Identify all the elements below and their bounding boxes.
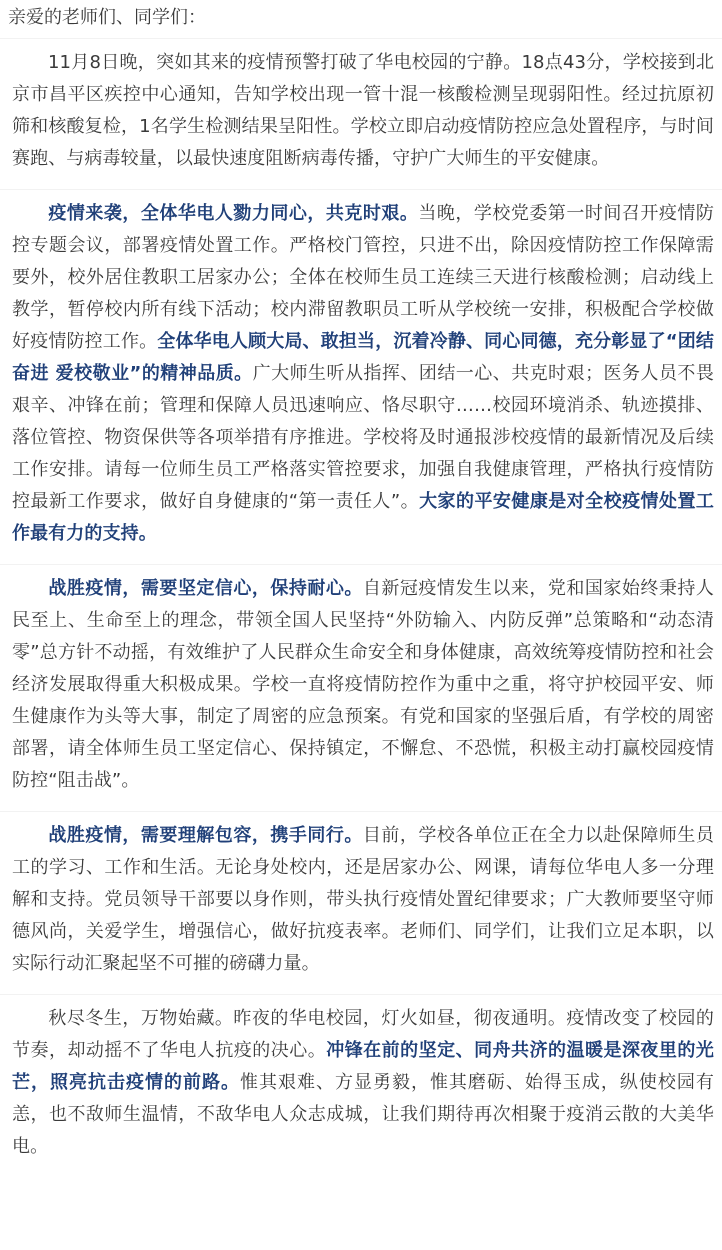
paragraph-3-text: 自新冠疫情发生以来，党和国家始终秉持人民至上、生命至上的理念，带领全国人民坚持“外防输入、内防反弹”总策略和“动态清零”总方针不动摇，有效维护了人民群众生命安全和身体健康，高效统筹疫情防控和社会经济发展取得重大积极成果。学校一直将疫情防控作为重中之重，将守护校园平安、师生健康作为头等大事，制定了周密的应急预案。有党和国家的坚强后盾，有学校的周密部署，请全体师生员工坚定信心、保持镇定，不懈怠、不恐慌，积极主动打赢校园疫情防控“阻击战”。 bbox=[12, 578, 714, 791]
paragraph-5-text-2: 惟其艰难、方显勇毅，惟其磨砺、始得玉成，纵使校园有恙，也不敌师生温情，不敌华电人众志成城，让我们期待再次相聚于疫消云散的大美华电。 bbox=[12, 1072, 714, 1157]
paragraph-3 bbox=[0, 564, 722, 805]
paragraph-3-heading: 战胜疫情，需要坚定信心，保持耐心。 bbox=[48, 578, 363, 599]
paragraph-5-emphasis: 冲锋在前的坚定、同舟共济的温暖是深夜里的光芒，照亮抗击疫情的前路。 bbox=[12, 1040, 714, 1093]
paragraph-1 bbox=[0, 38, 722, 183]
paragraph-2-heading: 疫情来袭，全体华电人勠力同心，共克时艰。 bbox=[48, 203, 419, 224]
paragraph-5 bbox=[0, 994, 722, 1171]
paragraph-1-text: 11月8日晚，突如其来的疫情预警打破了华电校园的宁静。18点43分，学校接到北京市昌平区疾控中心通知，告知学校出现一管十混一核酸检测呈现弱阳性。经过抗原初筛和核酸复检，1名学生检测结果呈阳性。学校立即启动疫情防控应急处置程序，与时间赛跑、与病毒较量，以最快速度阻断病毒传播，守护广大师生的平安健康。 bbox=[12, 52, 714, 169]
paragraph-4-text: 目前，学校各单位正在全力以赴保障师生员工的学习、工作和生活。无论身处校内，还是居家办公、网课，请每位华电人多一分理解和支持。党员领导干部要以身作则，带头执行疫情处置纪律要求；广大教师要坚守师德风尚，关爱学生，增强信心，做好抗疫表率。老师们、同学们，让我们立足本职，以实际行动汇聚起坚不可摧的磅礴力量。 bbox=[12, 825, 714, 974]
paragraph-2-text: 当晚，学校党委第一时间召开疫情防控专题会议，部署疫情处置工作。严格校门管控，只进不出，除因疫情防控工作保障需要外，校外居住教职工居家办公；全体在校师生员工连续三天进行核酸检测；启动线上教学，暂停校内所有线下活动；校内滞留教职员工听从学校统一安排，积极配合学校做好疫情防控工作。 bbox=[12, 203, 715, 352]
paragraph-2-text-2: 广大师生听从指挥、团结一心、共克时艰；医务人员不畏艰辛、冲锋在前；管理和保障人员迅速响应、恪尽职守……校园环境消杀、轨迹摸排、落位管控、物资保供等各项举措有序推进。学校将及时通报涉校疫情的最新情况及后续工作安排。请每一位师生员工严格落实管控要求，加强自我健康管理，严格执行疫情防控最新工作要求，做好自身健康的“第一责任人”。 bbox=[12, 363, 714, 512]
paragraph-2-closing-emphasis: 大家的平安健康是对全校疫情处置工作最有力的支持。 bbox=[12, 491, 714, 544]
paragraph-2 bbox=[0, 189, 722, 558]
paragraph-5-text: 秋尽冬生，万物始藏。昨夜的华电校园，灯火如昼，彻夜通明。疫情改变了校园的节奏，却动摇不了华电人抗疫的决心。 bbox=[12, 1008, 714, 1061]
paragraph-4 bbox=[0, 811, 722, 988]
paragraph-4-heading: 战胜疫情，需要理解包容，携手同行。 bbox=[48, 825, 363, 846]
paragraph-2-emphasis: 全体华电人顾大局、敢担当，沉着冷静、同心同德，充分彰显了“团结奋进 爱校敬业”的精神品质。 bbox=[12, 331, 714, 384]
greeting: 亲爱的老师们、同学们： bbox=[8, 7, 206, 28]
